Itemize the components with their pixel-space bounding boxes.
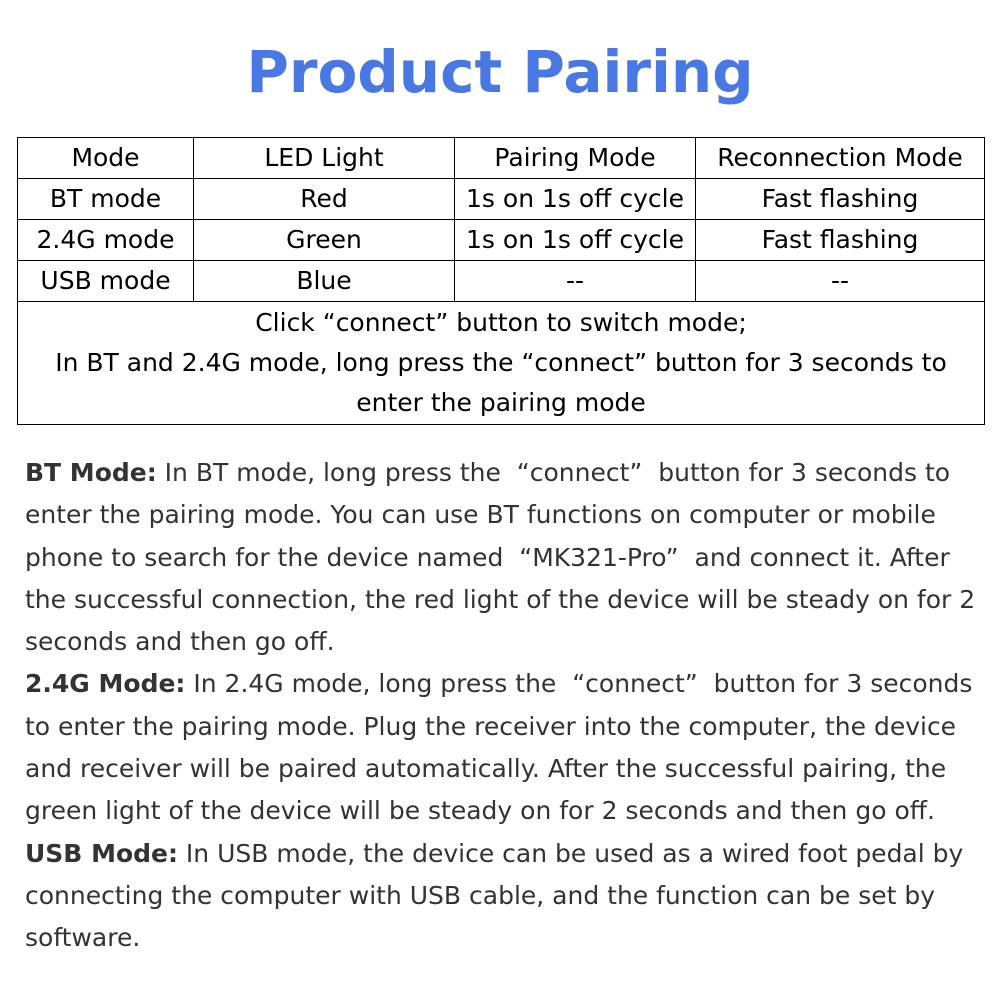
bt-mode-text: In BT mode, long press the “connect” button for 3 seconds to enter the pairing mode. You can use BT functions on computer or mobile phone to search for the device named “MK321-Pro” and connect it. After the successful connection, the red light of the device will be steady on for 2 seconds and then go off. xyxy=(25,458,976,657)
table-cell-reconnection-mode: Fast flashing xyxy=(696,220,985,261)
table-cell-pairing-mode: 1s on 1s off cycle xyxy=(455,179,696,220)
table-cell-led-light: Red xyxy=(194,179,455,220)
bt-mode-paragraph xyxy=(25,452,985,663)
page-title: Product Pairing xyxy=(246,38,754,106)
table-note-row xyxy=(18,302,985,425)
table-cell-led-light: Green xyxy=(194,220,455,261)
header-cell-led-light: LED Light xyxy=(194,138,455,179)
24g-mode-text: In 2.4G mode, long press the “connect” button for 3 seconds to enter the pairing mode. Plug the receiver into the computer, the device and receiver will be paired automatically. After the successful pairing, the green light of the device will be steady on for 2 seconds and then go off. xyxy=(25,669,973,826)
table-cell-reconnection-mode: -- xyxy=(696,261,985,302)
header-cell-reconnection-mode: Reconnection Mode xyxy=(696,138,985,179)
table-cell-mode: BT mode xyxy=(18,179,194,220)
table-cell-led-light: Blue xyxy=(194,261,455,302)
usb-mode-label: USB Mode: xyxy=(25,838,178,868)
table-header-row xyxy=(18,138,985,179)
header-cell-mode: Mode xyxy=(18,138,194,179)
note-line: enter the pairing mode xyxy=(356,388,646,417)
header-cell-pairing-mode: Pairing Mode xyxy=(455,138,696,179)
table-cell-reconnection-mode: Fast flashing xyxy=(696,179,985,220)
table-cell-mode: USB mode xyxy=(18,261,194,302)
table-row xyxy=(18,179,985,220)
usb-mode-paragraph xyxy=(25,833,985,960)
table-note-cell xyxy=(18,302,985,425)
24g-mode-paragraph xyxy=(25,663,985,832)
24g-mode-label: 2.4G Mode: xyxy=(25,669,186,699)
table-row xyxy=(18,220,985,261)
table-cell-mode: 2.4G mode xyxy=(18,220,194,261)
note-line: In BT and 2.4G mode, long press the “connect” button for 3 seconds to xyxy=(55,348,947,377)
table-cell-pairing-mode: -- xyxy=(455,261,696,302)
note-line: Click “connect” button to switch mode; xyxy=(255,308,747,337)
pairing-table xyxy=(17,137,985,425)
table-row xyxy=(18,261,985,302)
mode-descriptions xyxy=(25,452,985,960)
bt-mode-label: BT Mode: xyxy=(25,458,157,487)
usb-mode-text: In USB mode, the device can be used as a wired foot pedal by connecting the computer with USB cable, and the function can be set by software. xyxy=(25,838,964,953)
table-cell-pairing-mode: 1s on 1s off cycle xyxy=(455,220,696,261)
